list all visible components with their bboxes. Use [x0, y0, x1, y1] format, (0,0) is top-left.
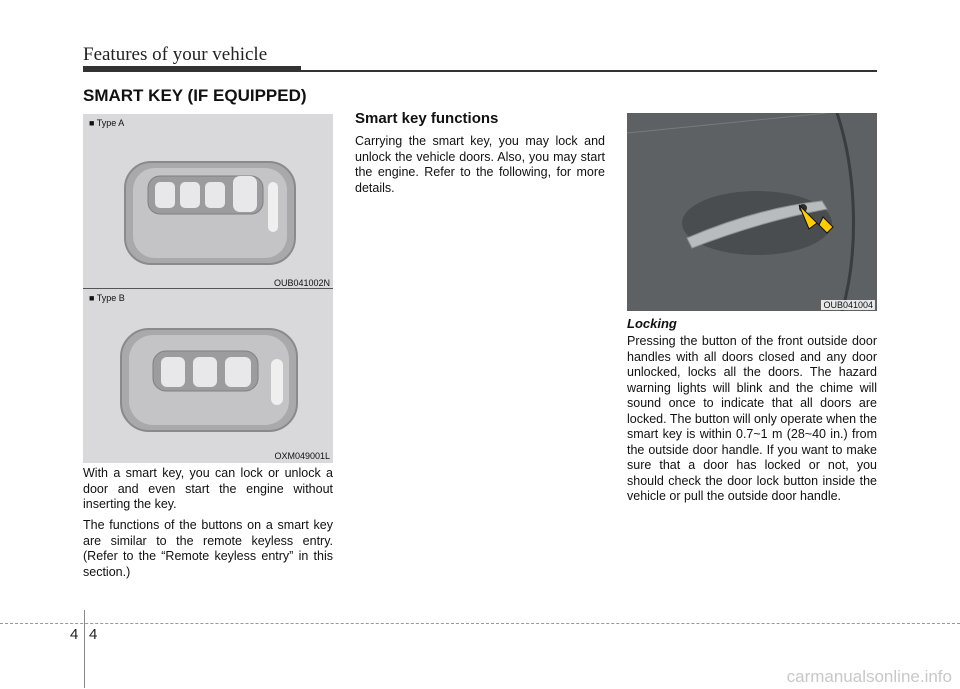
col2-paragraph-1: Carrying the smart key, you may lock and unlock the vehicle doors. Also, you may start the engine. Refer to the following, for more details.	[355, 134, 605, 195]
figure-smart-key-type-b	[83, 289, 333, 463]
col1-paragraph-2: The functions of the buttons on a smart key are similar to the remote keyless entry. (Refer to the “Remote keyless entry” in this section.)	[83, 518, 333, 579]
watermark: carmanualsonline.info	[786, 667, 952, 686]
smart-key-type-b-illustration	[83, 289, 333, 463]
figure-code-door: OUB041004	[823, 300, 873, 310]
section-title: SMART KEY (IF EQUIPPED)	[83, 86, 307, 105]
figure-smart-key-type-a	[83, 114, 333, 290]
chapter-number: 4	[70, 626, 79, 643]
locking-heading: Locking	[627, 316, 677, 331]
figure-code-type-b: OXM049001L	[274, 451, 330, 461]
figure-door-handle-photo	[627, 113, 877, 311]
header-rule-thin	[301, 70, 877, 72]
smart-key-type-a-illustration	[83, 114, 333, 290]
figure-label-type-b: ■ Type B	[89, 293, 125, 303]
header-title: Features of your vehicle	[83, 44, 268, 65]
smart-key-functions-heading: Smart key functions	[355, 110, 499, 127]
col1-paragraph-1: With a smart key, you can lock or unlock a door and even start the engine without inserting the key.	[83, 466, 333, 511]
footer-rule	[0, 623, 960, 624]
col3-paragraph-1: Pressing the button of the front outside door handles with all doors closed and any door unlocked, locks all the doors. The hazard warning lights will blink and the chime will sound once to indicate that all doors are locked. The button will only operate when the smart key is within 0.7~1 m (28~40 in.) from the outside door handle. If you want to make sure that a door has locked or not, you should check the door lock button inside the vehicle or pull the outside door handle.	[627, 334, 877, 503]
figure-code-type-a: OUB041002N	[273, 278, 330, 288]
page-number: 4	[89, 626, 98, 643]
header-rule	[83, 66, 301, 72]
footer-divider	[84, 610, 85, 688]
door-handle-illustration	[627, 113, 877, 311]
figure-label-type-a: ■ Type A	[89, 118, 125, 128]
